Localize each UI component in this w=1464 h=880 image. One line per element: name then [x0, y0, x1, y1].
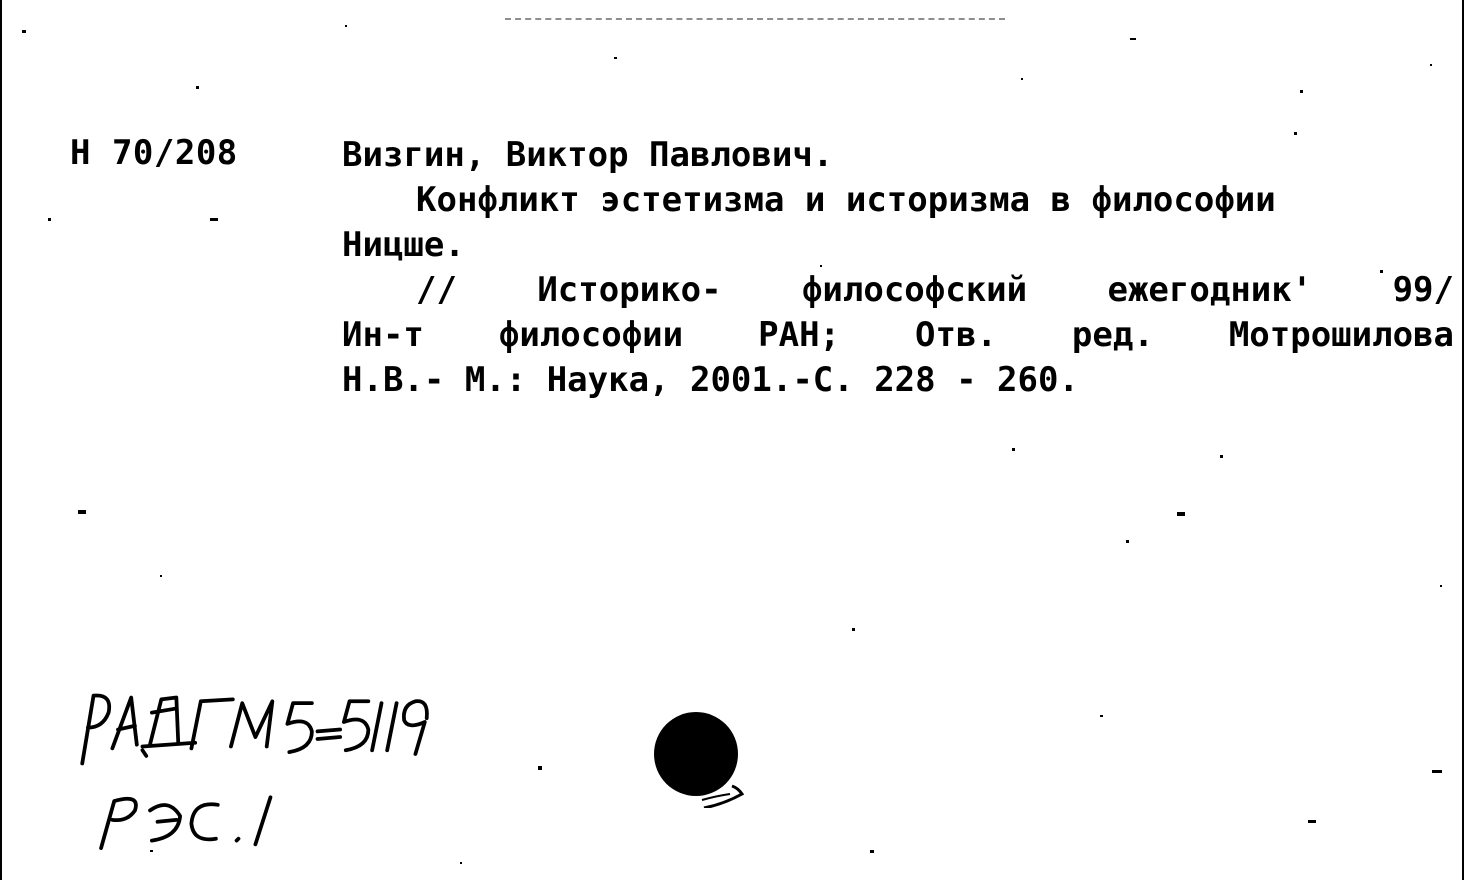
title-line-1: Конфликт эстетизма и историзма в философии	[416, 180, 1276, 220]
punch-hole	[646, 708, 750, 808]
handwritten-notes	[58, 690, 498, 850]
source-line-3: Н.В.- М.: Наука, 2001.-С. 228 - 260.	[342, 360, 1079, 400]
author-line: Визгин, Виктор Павлович.	[342, 135, 834, 175]
source-line-2: Ин-т философии РАН; Отв. ред. Мотрошилова	[342, 315, 1454, 355]
shelfmark: Н 70/208	[70, 133, 238, 173]
title-line-2: Ницше.	[342, 225, 465, 265]
bibliographic-entry	[342, 133, 1454, 403]
source-line-1: // Историко- философский ежегодник' 99/	[416, 270, 1454, 310]
